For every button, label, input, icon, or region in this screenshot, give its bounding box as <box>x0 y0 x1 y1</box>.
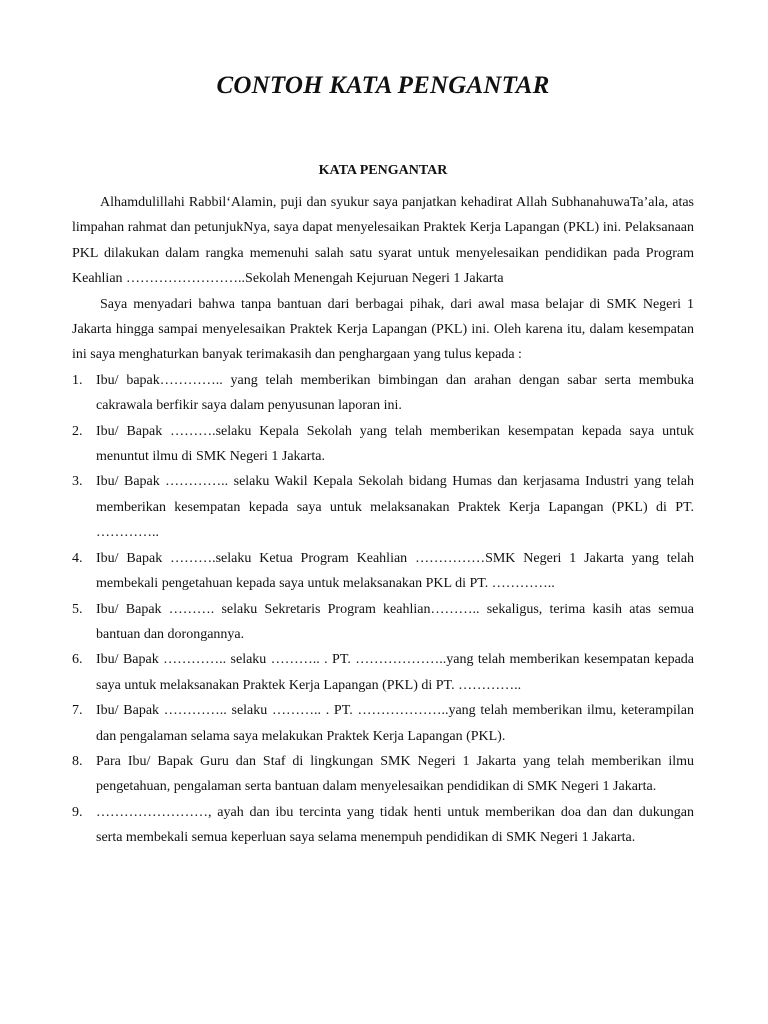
list-item-text: Para Ibu/ Bapak Guru dan Staf di lingkungan SMK Negeri 1 Jakarta yang telah memberikan ilmu pengetahuan, pengalaman serta bantuan dalam menyelesaikan pendidikan di SMK Negeri 1 Jakarta. <box>96 753 694 795</box>
list-item-text: Ibu/ Bapak ………. selaku Sekretaris Program keahlian……….. sekaligus, terima kasih atas semua bantuan dan dorongannya. <box>96 601 694 642</box>
document-title: CONTOH KATA PENGANTAR <box>216 72 550 99</box>
list-item-number: 2. <box>72 423 83 439</box>
list-item-number: 9. <box>72 804 83 820</box>
list-item-number: 8. <box>72 753 83 769</box>
list-item-text: Ibu/ Bapak ………….. selaku Wakil Kepala Sekolah bidang Humas dan kerjasama Industri yang telah memberikan kesempatan kepada saya untuk melaksanakan Praktek Kerja Lapangan (PKL) di PT. ………….. <box>96 474 694 541</box>
list-item-number: 6. <box>72 652 83 668</box>
list-item-number: 1. <box>72 372 83 388</box>
list-item-number: 7. <box>72 703 83 719</box>
section-heading: KATA PENGANTAR <box>318 163 448 178</box>
list-item-text: ……………………, ayah dan ibu tercinta yang tidak henti untuk memberikan doa dan dan dukungan serta membekali semua keperluan saya selama menempuh pendidikan di SMK Negeri 1 Jakarta. <box>96 804 694 846</box>
list-item <box>72 698 694 749</box>
list-item-text: Ibu/ Bapak ………….. selaku ……….. . PT. ………………..yang telah memberikan kesempatan kepada saya untuk melaksanakan Praktek Kerja Lapangan (PKL) di PT. ………….. <box>96 652 694 693</box>
list-item <box>72 469 694 545</box>
list-item-text: Ibu/ Bapak ……….selaku Ketua Program Keahlian ……………SMK Negeri 1 Jakarta yang telah membekali pengetahuan kepada saya untuk melaksanakan PKL di PT. ………….. <box>96 550 694 592</box>
paragraph-opening: Alhamdulillahi Rabbil‘Alamin, puji dan syukur saya panjatkan kehadirat Allah SubhanahuwaTa’ala, atas limpahan rahmat dan petunjukNya, saya dapat menyelesaikan Praktek Kerja Lapangan (PKL) ini. Pelaksanaan PKL dilakukan dalam rangka memenuhi salah satu syarat untuk menyelesaikan pendidikan pada Program Keahlian ……………………..Sekolah Menengah Kejuruan Negeri 1 Jakarta <box>72 195 694 287</box>
list-item-number: 4. <box>72 550 83 566</box>
list-item <box>72 546 694 597</box>
list-item-text: Ibu/ bapak………….. yang telah memberikan bimbingan dan arahan dengan sabar serta membuka cakrawala berfikir saya dalam penyusunan laporan ini. <box>96 372 694 414</box>
list-item-text: Ibu/ Bapak ………….. selaku ……….. . PT. ………………..yang telah memberikan ilmu, keterampilan dan pengalaman selama saya melakukan Praktek Kerja Lapangan (PKL). <box>96 703 694 744</box>
acknowledgement-list <box>72 368 694 851</box>
list-item-number: 3. <box>72 474 83 490</box>
list-item <box>72 800 694 851</box>
document-body <box>72 190 694 851</box>
list-item <box>72 749 694 800</box>
list-item <box>72 419 694 470</box>
list-item-text: Ibu/ Bapak ……….selaku Kepala Sekolah yang telah memberikan kesempatan kepada saya untuk menuntut ilmu di SMK Negeri 1 Jakarta. <box>96 423 694 465</box>
list-item <box>72 368 694 419</box>
paragraph-gratitude: Saya menyadari bahwa tanpa bantuan dari berbagai pihak, dari awal masa belajar di SMK Negeri 1 Jakarta hingga sampai menyelesaikan Praktek Kerja Lapangan (PKL) ini. Oleh karena itu, dalam kesempatan ini saya menghaturkan banyak terimakasih dan penghargaan yang tulus kepada : <box>72 296 694 363</box>
list-item <box>72 647 694 698</box>
list-item <box>72 597 694 648</box>
list-item-number: 5. <box>72 601 83 617</box>
